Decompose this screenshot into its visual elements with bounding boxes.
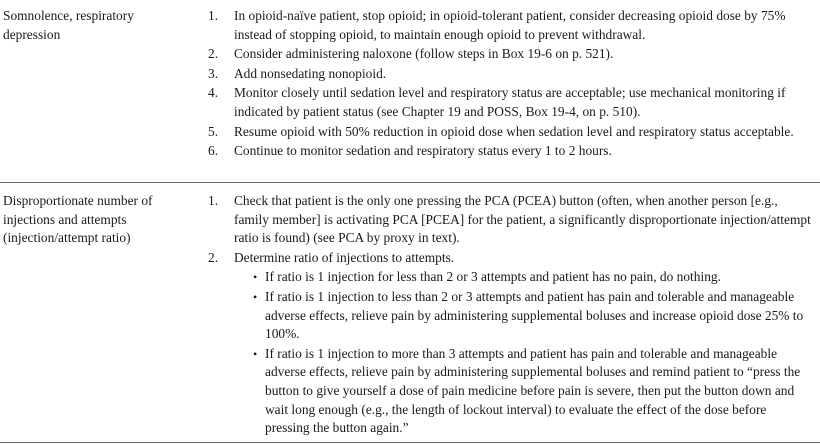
step-text: Monitor closely until sedation level and respiratory status are acceptable; use mechanical monitoring if indicated by patient status (see Chapter 19 and POSS, Box 19-4, on p. 510). <box>234 85 786 119</box>
sub-bullet-text: If ratio is 1 injection for less than 2 or 3 attempts and patient has no pain, do nothing. <box>265 269 721 285</box>
sub-bullet-item <box>234 288 814 344</box>
step-text: In opioid-naïve patient, stop opioid; in opioid-tolerant patient, consider decreasing opioid dose by 75% instead of stopping opioid, to maintain enough opioid to prevent withdrawal. <box>234 8 786 42</box>
sub-bullet-text: If ratio is 1 injection to more than 3 attempts and patient has pain and tolerable and manageable adverse effects, relieve pain by administering supplemental boluses and remind patient to “press the button to give yourself a dose of pain medicine before pain is severe, then put the button down and wait long enough (e.g., the length of lockout interval) to evaluate the effect of the dose before pressing the button again.” <box>265 345 801 436</box>
bullet-icon: • <box>253 346 258 361</box>
problem-cell <box>0 183 203 443</box>
table-row <box>0 183 820 443</box>
step-number: 5. <box>208 123 219 139</box>
problem-cell <box>0 0 203 183</box>
sub-bullet-text: If ratio is 1 injection to less than 2 or 3 attempts and patient has pain and tolerable and manageable adverse effects, relieve pain by administering supplemental boluses and increase opioid dose 25% to 100%. <box>265 288 804 342</box>
step-item <box>203 45 814 64</box>
step-item <box>203 123 814 142</box>
bullet-icon: • <box>253 289 258 304</box>
step-item <box>203 142 814 161</box>
step-number: 4. <box>208 85 219 101</box>
step-number: 2. <box>208 46 219 62</box>
step-text: Determine ratio of injections to attempts. <box>234 249 455 265</box>
steps-cell <box>203 0 820 183</box>
problem-text: Somnolence, respiratory depression <box>3 8 134 42</box>
step-item <box>203 65 814 84</box>
step-item <box>203 192 814 248</box>
problem-text: Disproportionate number of injections and attempts (injection/attempt ratio) <box>3 193 153 246</box>
step-number: 1. <box>208 8 219 23</box>
step-item <box>203 7 814 44</box>
step-number: 3. <box>208 65 219 81</box>
step-list <box>203 0 814 161</box>
step-number: 2. <box>208 249 219 265</box>
step-item <box>203 249 814 438</box>
table-row <box>0 0 820 183</box>
step-text: Add nonsedating nonopioid. <box>234 65 387 81</box>
sub-bullet-list <box>234 268 814 437</box>
step-text: Continue to monitor sedation and respiratory status every 1 to 2 hours. <box>234 143 612 159</box>
step-number: 1. <box>208 193 219 208</box>
step-text: Check that patient is the only one pressing the PCA (PCEA) button (often, when another person [e.g., family member] is activating PCA [PCEA] for the patient, a significantly disproportionate injection/attempt ratio is found) (see PCA by proxy in text). <box>234 193 811 246</box>
steps-cell <box>203 183 820 443</box>
step-number: 6. <box>208 143 219 159</box>
bullet-icon: • <box>253 270 258 285</box>
step-text: Resume opioid with 50% reduction in opioid dose when sedation level and respiratory status acceptable. <box>234 123 794 139</box>
step-text: Consider administering naloxone (follow steps in Box 19-6 on p. 521). <box>234 46 614 62</box>
step-list <box>203 183 814 438</box>
step-item <box>203 84 814 121</box>
sub-bullet-item <box>234 345 814 438</box>
sub-bullet-item <box>234 268 814 287</box>
